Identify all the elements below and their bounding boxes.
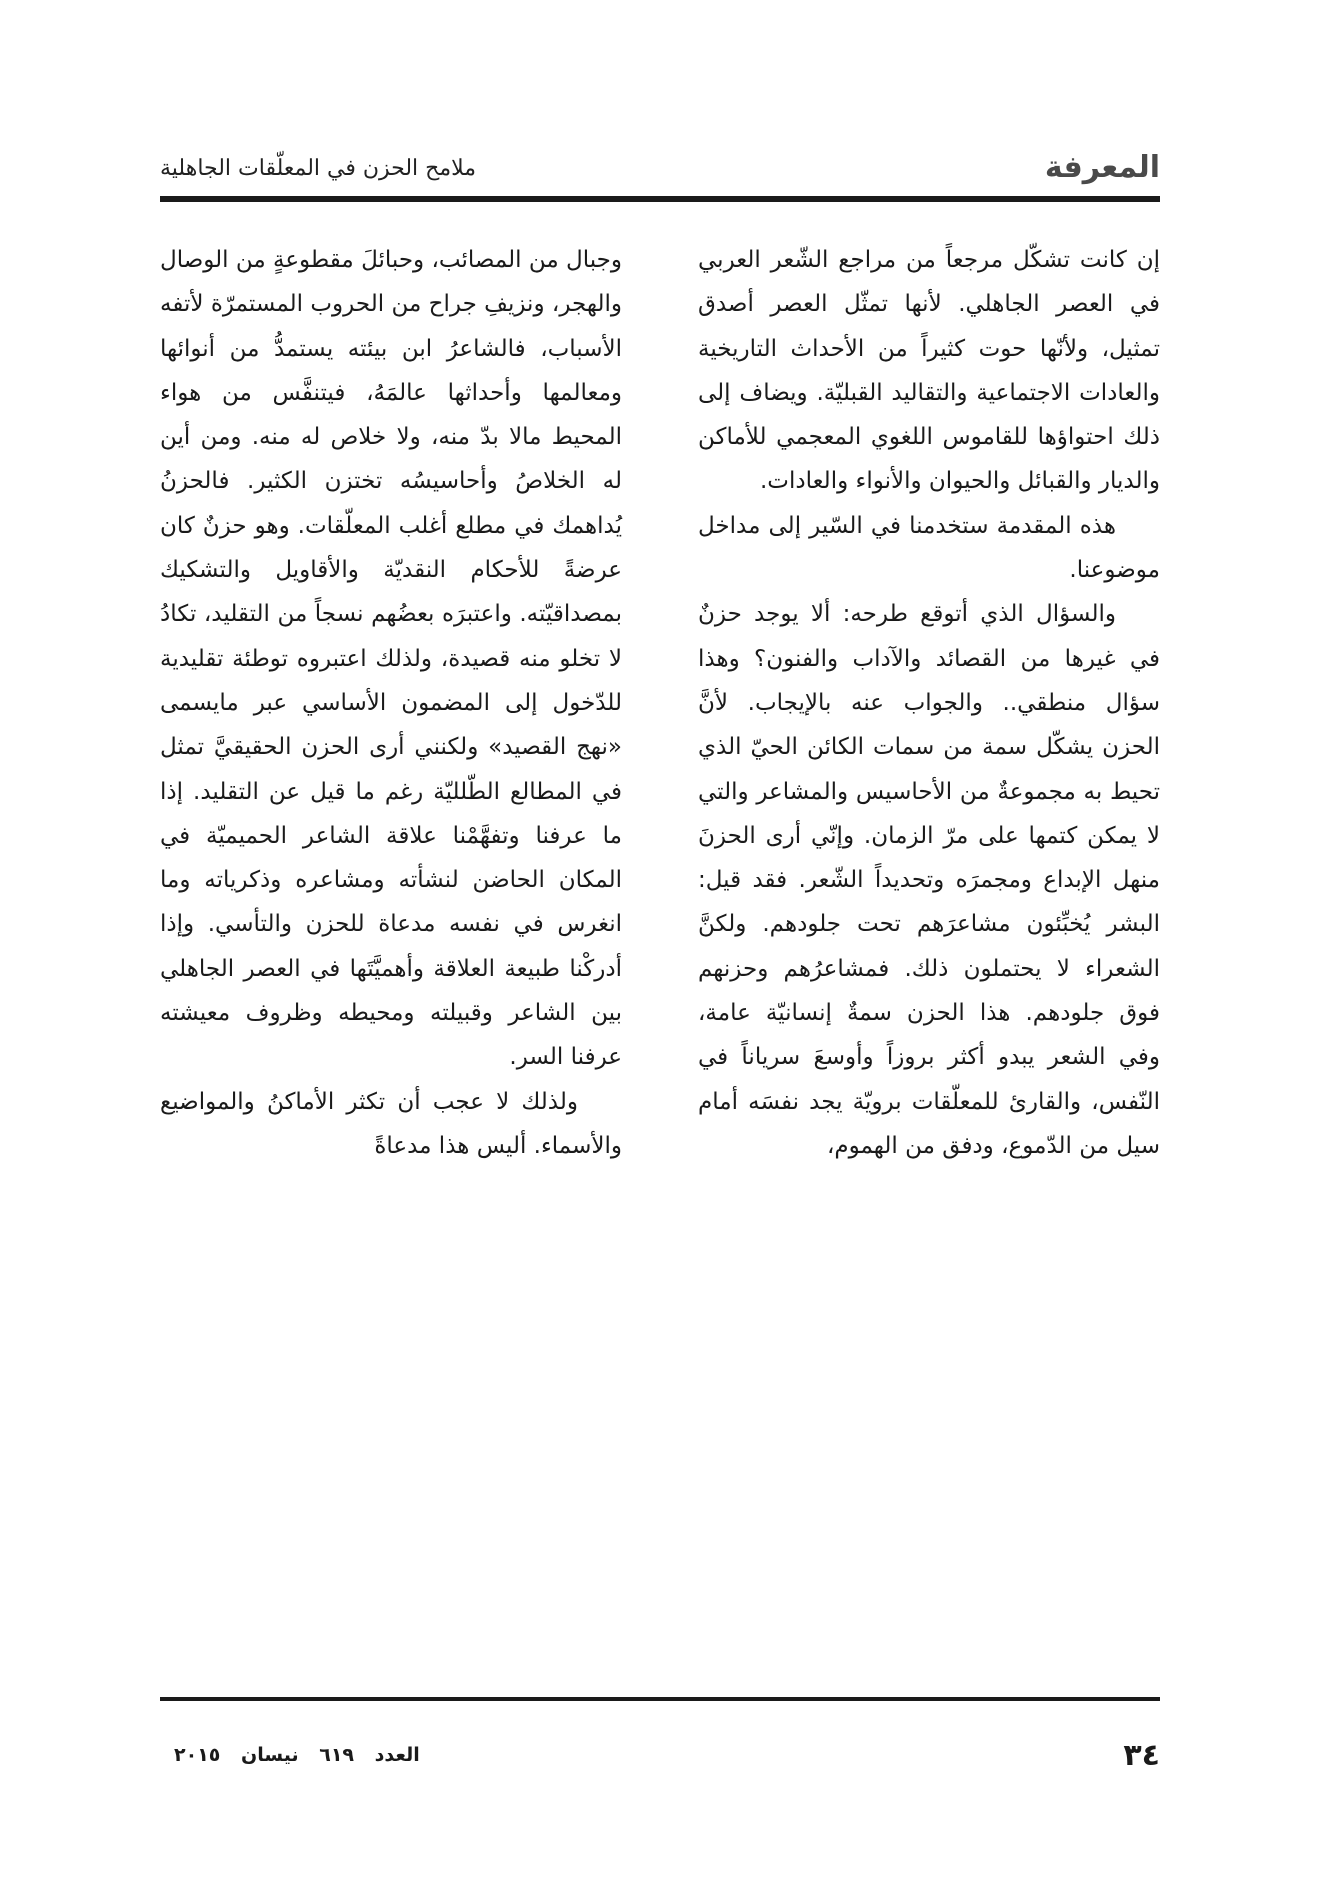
footer-rule xyxy=(160,1697,1160,1701)
paragraph: إن كانت تشكّل مرجعاً من مراجع الشّعر العربي في العصر الجاهلي. لأنها تمثّل العصر أصدق تمثيل، ولأنّها حوت كثيراً من الأحداث التاريخية والعادات الاجتماعية والتقاليد القبليّة. ويضاف إلى ذلك احتواؤها للقاموس اللغوي المعجمي للأماكن والديار والقبائل والحيوان والأنواء والعادات. xyxy=(698,247,1160,495)
page-header xyxy=(160,148,1160,192)
left-text-column xyxy=(160,238,622,1168)
paragraph: وجبال من المصائب، وحبائلَ مقطوعةٍ من الوصال والهجر، ونزيفِ جراح من الحروب المستمرّة لأتفه الأسباب، فالشاعرُ ابن بيئته يستمدُّ من أنوائها ومعالمها وأحداثها عالمَهُ، فيتنفَّس من هواء المحيط مالا بدّ منه، ولا خلاص له منه. ومن أين له الخلاصُ وأحاسيسُه تختزن الكثير. فالحزنُ يُداهمك في مطلع أغلب المعلّقات. وهو حزنٌ كان عرضةً للأحكام النقديّة والأقاويل والتشكيك بمصداقيّته. واعتبرَه بعضُهم نسجاً من التقليد، تكادُ لا تخلو منه قصيدة، ولذلك اعتبروه توطئة تقليدية للدّخول إلى المضمون الأساسي عبر مايسمى «نهج القصيد» ولكنني أرى الحزن الحقيقيَّ تمثل في المطالع الطّلليّة رغم ما قيل عن التقليد. إذا ما عرفنا وتفهَّمْنا علاقة الشاعر الحميميّة في المكان الحاضن لنشأته ومشاعره وذكرياته وما انغرس في نفسه مدعاة للحزن والتأسي. وإذا أدركْنا طبيعة العلاقة وأهميَّتَها في العصر الجاهلي بين الشاعر وقبيلته ومحيطه وظروف معيشته عرفنا السر. xyxy=(160,247,622,1071)
issue-info xyxy=(160,1740,420,1770)
issue-label: العدد xyxy=(374,1744,420,1766)
running-title: ملامح الحزن في المعلّقات الجاهلية xyxy=(160,156,477,181)
header-rule xyxy=(160,196,1160,202)
paragraph: ولذلك لا عجب أن تكثر الأماكنُ والمواضيع والأسماء. أليس هذا مدعاةً xyxy=(160,1088,622,1159)
paragraph: والسؤال الذي أتوقع طرحه: ألا يوجد حزنٌ في غيرها من القصائد والآداب والفنون؟ وهذا سؤال منطقي.. والجواب عنه بالإيجاب. لأنَّ الحزن يشكّل سمة من سمات الكائن الحيّ الذي تحيط به مجموعةٌ من الأحاسيس والمشاعر والتي لا يمكن كتمها على مرّ الزمان. وإنّي أرى الحزنَ منهل الإبداع ومجمرَه وتحديداً الشّعر. فقد قيل: البشر يُخبِّئون مشاعرَهم تحت جلودهم. ولكنَّ الشعراء لا يحتملون ذلك. فمشاعرُهم وحزنهم فوق جلودهم. هذا الحزن سمةٌ إنسانيّة عامة، وفي الشعر يبدو أكثر بروزاً وأوسعَ سرياناً في النّفس، والقارئ للمعلّقات برويّة يجد نفسَه أمام سيل من الدّموع، ودفق من الهموم، xyxy=(698,601,1160,1159)
right-text-column xyxy=(698,238,1160,1168)
issue-number: ٦١٩ xyxy=(319,1744,355,1766)
issue-month: نيسان xyxy=(241,1744,299,1766)
paragraph: هذه المقدمة ستخدمنا في السّير إلى مداخل موضوعنا. xyxy=(698,512,1160,584)
page-number: ٣٤ xyxy=(1123,1738,1160,1773)
journal-logo: المعرفة xyxy=(1044,150,1160,185)
issue-year: ٢٠١٥ xyxy=(174,1744,221,1766)
